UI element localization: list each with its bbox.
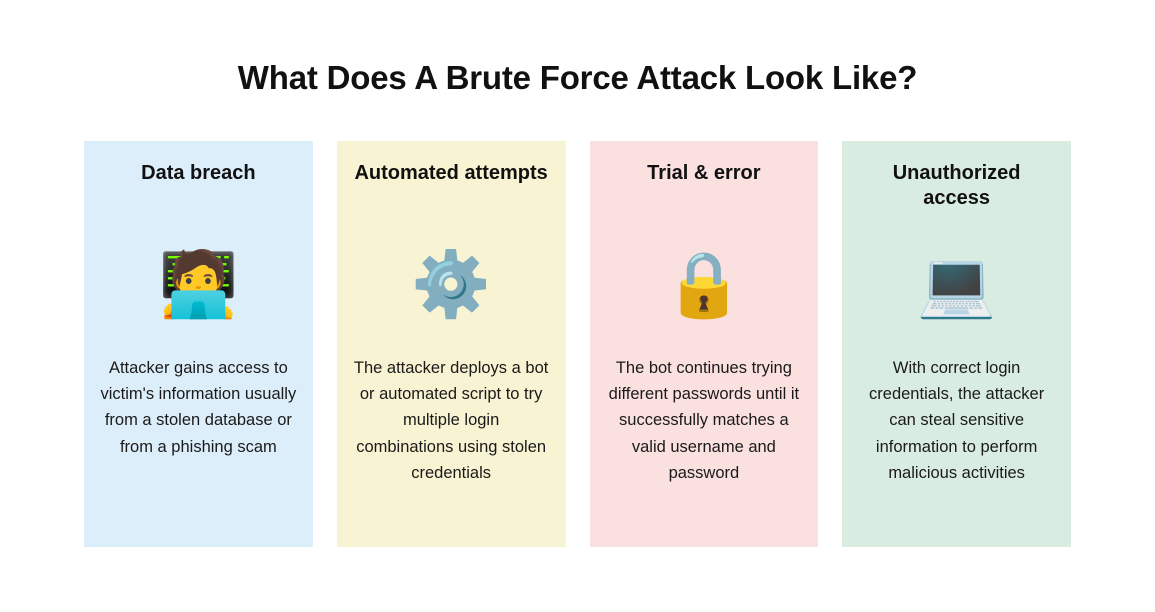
gear-icon: ⚙️ (411, 247, 491, 320)
card-description: The bot continues trying different passwords until it successfully matches a valid username and password (608, 358, 800, 483)
card-description: With correct login credentials, the attacker can steal sensitive information to perform malicious activities (869, 358, 1045, 483)
card-description: Attacker gains access to victim's information usually from a stolen database or from a phishing scam (100, 358, 297, 456)
card-title: Automated attempts (354, 161, 548, 184)
card-automated-attempts (337, 141, 566, 547)
card-data-breach (84, 141, 313, 547)
card-unauthorized-access (842, 141, 1071, 547)
card-title: Trial & error (647, 161, 761, 184)
page-title: What Does A Brute Force Attack Look Like? (237, 59, 918, 96)
laptop-icon: 💻 (916, 247, 997, 320)
card-title: Unauthorized access (892, 161, 1021, 210)
card-description: The attacker deploys a bot or automated script to try multiple login combinations using stolen credentials (353, 358, 549, 483)
card-row (0, 141, 1155, 547)
padlock-icon: 🔒 (664, 247, 744, 320)
card-title: Data breach (141, 161, 256, 184)
card-trial-and-error (590, 141, 819, 547)
person-at-laptop-icon: 🧑‍💻 (158, 247, 239, 320)
